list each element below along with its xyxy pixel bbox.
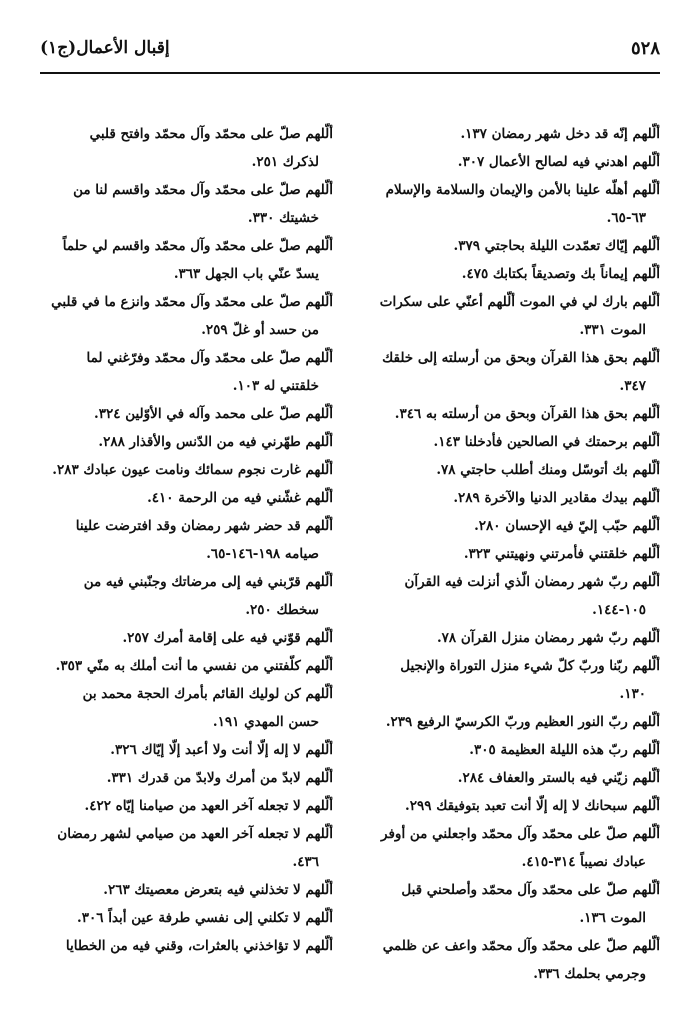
index-entry: ألّلهم ربّ شهر رمضان الّذي أنزلت فيه القرآن ١٠٥-١٤٤. xyxy=(404,574,660,618)
running-title: إقبال الأعمال(ج١) xyxy=(40,38,170,58)
index-entry: ألّلهم لا إله إلّا أنت ولا أعبد إلّا إيّاك ٣٢٦. xyxy=(110,742,333,758)
index-entry: ألّلهم إنّه قد دخل شهر رمضان ١٣٧. xyxy=(460,126,660,142)
index-entry: ألّلهم لا تكلني إلى نفسي طرفة عين أبداً ٣٠٦. xyxy=(77,910,333,926)
index-entry: ألّلهم صلّ على محمّد وآل محمّد وفرّغني لما خلقتني له ١٠٣. xyxy=(86,350,333,394)
index-entry: ألّلهم لا تؤاخذني بالعثرات، وقني فيه من الخطايا xyxy=(65,938,333,954)
index-entry: ألّلهم لا تخذلني فيه بتعرض معصيتك ٢٦٣. xyxy=(103,882,333,898)
index-entry: ألّلهم إيماناً بك وتصديقاً بكتابك ٤٧٥. xyxy=(461,266,660,282)
index-entry: ألّلهم لا تجعله آخر العهد من صيامنا إيّاه ٤٢٢. xyxy=(84,798,333,814)
index-entry: ألّلهم ربّ النور العظيم وربّ الكرسيّ الرفيع ٢٣٩. xyxy=(385,714,660,730)
index-column-right xyxy=(377,120,660,988)
index-entry: ألّلهم صلّ على محمّد وآل محمّد واجعلني من أوفر عبادك نصيباً ٣١٤-٤١٥. xyxy=(381,826,660,870)
index-entry: ألّلهم بيدك مقادير الدنيا والآخرة ٢٨٩. xyxy=(453,490,660,506)
index-entry: ألّلهم زيّني فيه بالستر والعفاف ٢٨٤. xyxy=(457,770,660,786)
index-entry: ألّلهم قد حضر شهر رمضان وقد افترضت علينا صيامه ١٩٨-١٤٦-٦٥. xyxy=(75,518,333,562)
index-entry: ألّلهم بحق هذا القرآن وبحق من أرسلته إلى خلقك ٣٤٧. xyxy=(382,350,660,394)
index-entry: ألّلهم بك أتوسّل ومنك أطلب حاجتي ٧٨. xyxy=(436,462,660,478)
index-entry: ألّلهم ربّ هذه الليلة العظيمة ٣٠٥. xyxy=(469,742,660,758)
index-entry: ألّلهم صلّ على محمد وآله في الأوّلين ٣٢٤. xyxy=(94,406,333,422)
index-entry: ألّلهم سبحانك لا إله إلّا أنت تعبد بتوفيقك ٢٩٩. xyxy=(405,798,660,814)
index-entry: ألّلهم بارك لي في الموت ألّلهم أعنّي على سكرات الموت ٣٣١. xyxy=(379,294,660,338)
page-number: ٥٢٨ xyxy=(630,38,660,59)
index-entry: ألّلهم كن لوليك القائم بأمرك الحجة محمد بن حسن المهدي ١٩١. xyxy=(82,686,333,730)
index-entry: ألّلهم قوّني فيه على إقامة أمرك ٢٥٧. xyxy=(122,630,333,646)
index-entry: ألّلهم غشّني فيه من الرحمة ٤١٠. xyxy=(147,490,333,506)
index-entry: ألّلهم إيّاك تعمّدت الليلة بحاجتي ٣٧٩. xyxy=(453,238,660,254)
index-entry: ألّلهم خلقتني فأمرتني ونهيتني ٣٢٣. xyxy=(463,546,660,562)
index-entry: ألّلهم قرّبني فيه إلى مرضاتك وجنّبني فيه من سخطك ٢٥٠. xyxy=(83,574,333,618)
index-entry: ألّلهم حبّب إليّ فيه الإحسان ٢٨٠. xyxy=(474,518,660,534)
header-rule xyxy=(40,72,660,74)
index-entry: ألّلهم صلّ على محمّد وآل محمّد وانزع ما في قلبي من حسد أو غلّ ٢٥٩. xyxy=(51,294,333,338)
index-entry: ألّلهم صلّ على محمّد وآل محمّد واعف عن ظلمي وجرمي بحلمك ٣٣٦. xyxy=(382,938,660,982)
index-entry: ألّلهم بحق هذا القرآن وبحق من أرسلته به ٣٤٦. xyxy=(394,406,660,422)
index-entry: ألّلهم صلّ على محمّد وآل محمّد واقسم لنا من خشيتك ٣٣٠. xyxy=(73,182,333,226)
index-entry: ألّلهم صلّ على محمّد وآل محمّد وافتح قلبي لذكرك ٢٥١. xyxy=(89,126,333,170)
index-entry: ألّلهم اهدني فيه لصالح الأعمال ٣٠٧. xyxy=(457,154,660,170)
index-entry: ألّلهم برحمتك في الصالحين فأدخلنا ١٤٣. xyxy=(433,434,660,450)
page-header xyxy=(40,38,660,72)
index-entry: ألّلهم ربّنا وربّ كلّ شيء منزل التوراة والإنجيل ١٣٠. xyxy=(400,658,660,702)
index-entry: ألّلهم طهّرني فيه من الدّنس والأقذار ٢٨٨. xyxy=(98,434,333,450)
index-entry: ألّلهم غارت نجوم سمائك ونامت عيون عبادك ٢٨٣. xyxy=(52,462,333,478)
index-entry: ألّلهم ربّ شهر رمضان منزل القرآن ٧٨. xyxy=(436,630,660,646)
index-entry: ألّلهم كلّفتني من نفسي ما أنت أملك به منّي ٣٥٣. xyxy=(55,658,333,674)
index-entry: ألّلهم صلّ على محمّد وآل محمّد وأصلحني قبل الموت ١٣٦. xyxy=(401,882,660,926)
index-entry: ألّلهم صلّ على محمّد وآل محمّد واقسم لي حلماً يسدّ عنّي باب الجهل ٣٦٣. xyxy=(62,238,333,282)
index-entry: ألّلهم لا تجعله آخر العهد من صيامي لشهر رمضان ٤٣٦. xyxy=(57,826,333,870)
index-entry: ألّلهم لابدّ من أمرك ولابدّ من قدرك ٣٣١. xyxy=(106,770,333,786)
index-entry: ألّلهم أهلّه علينا بالأمن والإيمان والسلامة والإسلام ٦٣-٦٥. xyxy=(385,182,660,226)
index-column-left xyxy=(50,120,333,960)
